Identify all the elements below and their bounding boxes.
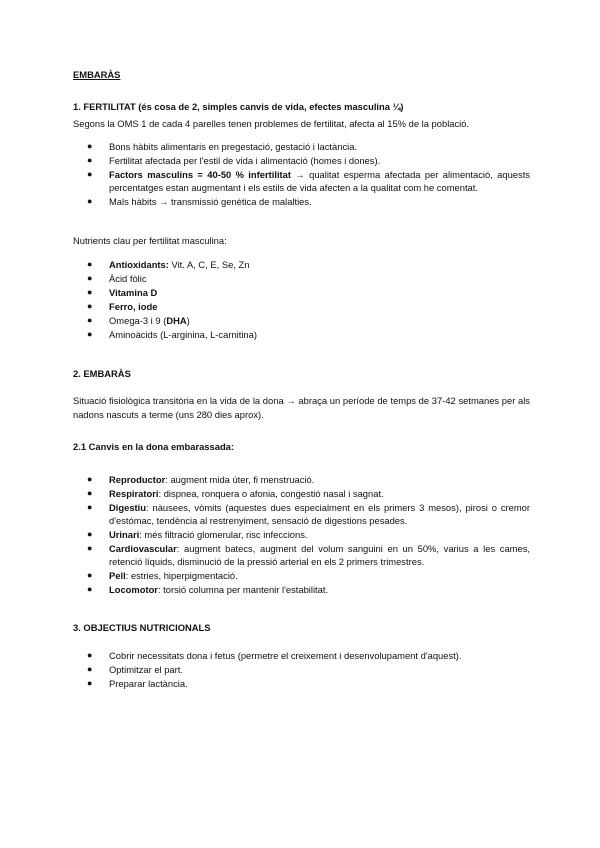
list-item-bold: Pell bbox=[109, 570, 126, 581]
list-item-text: Vit. A, C, E, Se, Zn bbox=[168, 259, 250, 270]
bullet-icon: ● bbox=[87, 169, 93, 179]
bullet-icon: ● bbox=[87, 196, 93, 206]
list-item-text: Fertilitat afectada per l'estil de vida i alimentació (homes i dones). bbox=[109, 155, 381, 166]
bullet-icon: ● bbox=[87, 678, 93, 688]
section3-heading: 3. OBJECTIUS NUTRICIONALS bbox=[73, 622, 211, 633]
list-item-text: : més filtració glomerular, risc infeccions. bbox=[139, 529, 308, 540]
bullet-icon: ● bbox=[87, 474, 93, 484]
section1-heading: 1. FERTILITAT (és cosa de 2, simples canvis de vida, efectes masculina ¼) bbox=[73, 101, 404, 112]
section1-list bbox=[73, 140, 530, 208]
bullet-icon: ● bbox=[87, 488, 93, 498]
section1-intro: Segons la OMS 1 de cada 4 parelles tenen problemes de fertilitat, afecta al 15% de la població. bbox=[73, 118, 470, 129]
list-item-bold: Factors masculins = 40-50 % infertilitat bbox=[109, 169, 292, 180]
list-item-text: : augment mida úter, fi menstruació. bbox=[165, 474, 315, 485]
list-item bbox=[73, 569, 530, 582]
list-item-text: Bons hàbits alimentaris en pregestació, gestació i lactància. bbox=[109, 141, 358, 152]
bullet-icon: ● bbox=[87, 650, 93, 660]
bullet-icon: ● bbox=[87, 315, 93, 325]
bullet-icon: ● bbox=[87, 155, 93, 165]
bullet-icon: ● bbox=[87, 584, 93, 594]
list-item-bold: Urinari bbox=[109, 529, 140, 540]
section2-heading: 2. EMBARÀS bbox=[73, 368, 131, 379]
document-page bbox=[73, 68, 530, 691]
bullet-icon: ● bbox=[87, 529, 93, 539]
list-item bbox=[73, 140, 530, 153]
list-item-bold: DHA bbox=[166, 315, 187, 326]
list-item-bold: Antioxidants: bbox=[109, 259, 169, 270]
bullet-icon: ● bbox=[87, 259, 93, 269]
list-item bbox=[73, 473, 530, 486]
nutrients-heading: Nutrients clau per fertilitat masculina: bbox=[73, 235, 227, 246]
list-item-text: : torsió columna per mantenir l'estabilitat. bbox=[157, 584, 329, 595]
list-item bbox=[73, 501, 530, 527]
list-item-bold: Ferro, iode bbox=[109, 301, 158, 312]
list-item bbox=[73, 583, 530, 596]
list-item bbox=[73, 328, 530, 341]
list-item-text: Preparar lactància. bbox=[109, 678, 188, 689]
list-item-bold: Respiratori bbox=[109, 488, 159, 499]
list-item bbox=[73, 663, 530, 676]
list-item-text: Cobrir necessitats dona i fetus (permetre el creixement i desenvolupament d'aquest). bbox=[109, 650, 462, 661]
bullet-icon: ● bbox=[87, 329, 93, 339]
bullet-icon: ● bbox=[87, 287, 93, 297]
list-item bbox=[73, 258, 530, 271]
list-item-text: : augment batecs, augment del volum sanguini en un 50%, varius a les cames, retenció líquids, disminució de la pressió arterial en els 2 primers trimestres. bbox=[109, 543, 530, 567]
bullet-icon: ● bbox=[87, 502, 93, 512]
list-item bbox=[73, 195, 530, 208]
list-item bbox=[73, 154, 530, 167]
doc-title: EMBARÀS bbox=[73, 69, 121, 80]
list-item-text: : dispnea, ronquera o afonia, congestió nasal i sagnat. bbox=[158, 488, 384, 499]
list-item-bold: Reproductor bbox=[109, 474, 166, 485]
bullet-icon: ● bbox=[87, 543, 93, 553]
list-item-bold: Digestiu bbox=[109, 502, 146, 513]
list-item bbox=[73, 272, 530, 285]
list-item bbox=[73, 487, 530, 500]
list-item bbox=[73, 314, 530, 327]
list-item-text: ) bbox=[186, 315, 190, 326]
list-item bbox=[73, 300, 530, 313]
list-item-bold: Locomotor bbox=[109, 584, 158, 595]
section2-1-heading: 2.1 Canvis en la dona embarassada: bbox=[73, 441, 235, 452]
list-item-text: Omega-3 i 9 ( bbox=[109, 315, 167, 326]
bullet-icon: ● bbox=[87, 301, 93, 311]
list-item-bold: Cardiovascular bbox=[109, 543, 177, 554]
list-item bbox=[73, 168, 530, 194]
bullet-icon: ● bbox=[87, 141, 93, 151]
list-item bbox=[73, 286, 530, 299]
list-item-text: Mals hàbits → transmissió genètica de malalties. bbox=[109, 196, 312, 207]
list-item-text: Aminoàcids (L-arginina, L-carnitina) bbox=[109, 329, 257, 340]
list-item-text: → qualitat esperma afectada per alimentació, aquests percentatges estan augmentant i els estils de vida afecten a la qualitat com he comentat. bbox=[109, 169, 530, 193]
list-item bbox=[73, 677, 530, 690]
list-item-text: Optimitzar el part. bbox=[109, 664, 183, 675]
list-item bbox=[73, 528, 530, 541]
bullet-icon: ● bbox=[87, 570, 93, 580]
bullet-icon: ● bbox=[87, 664, 93, 674]
list-item-text: Àcid fòlic bbox=[109, 273, 147, 284]
list-item bbox=[73, 649, 530, 662]
bullet-icon: ● bbox=[87, 273, 93, 283]
list-item bbox=[73, 542, 530, 568]
section2-1-list bbox=[73, 473, 530, 596]
section2-body: Situació fisiològica transitòria en la vida de la dona → abraça un període de temps de 37-42 setmanes per als nadons nascuts a terme (uns 280 dies aprox). bbox=[73, 395, 530, 420]
list-item-text: : nàusees, vòmits (aquestes dues especialment en els primers 3 mesos), pirosi o cremor d'estómac, tendència al restrenyiment, sensació de digestions pesades. bbox=[109, 502, 530, 526]
list-item-bold: Vitamina D bbox=[109, 287, 158, 298]
nutrients-list bbox=[73, 258, 530, 341]
list-item-text: : estries, hiperpigmentació. bbox=[125, 570, 238, 581]
section3-list bbox=[73, 649, 530, 690]
